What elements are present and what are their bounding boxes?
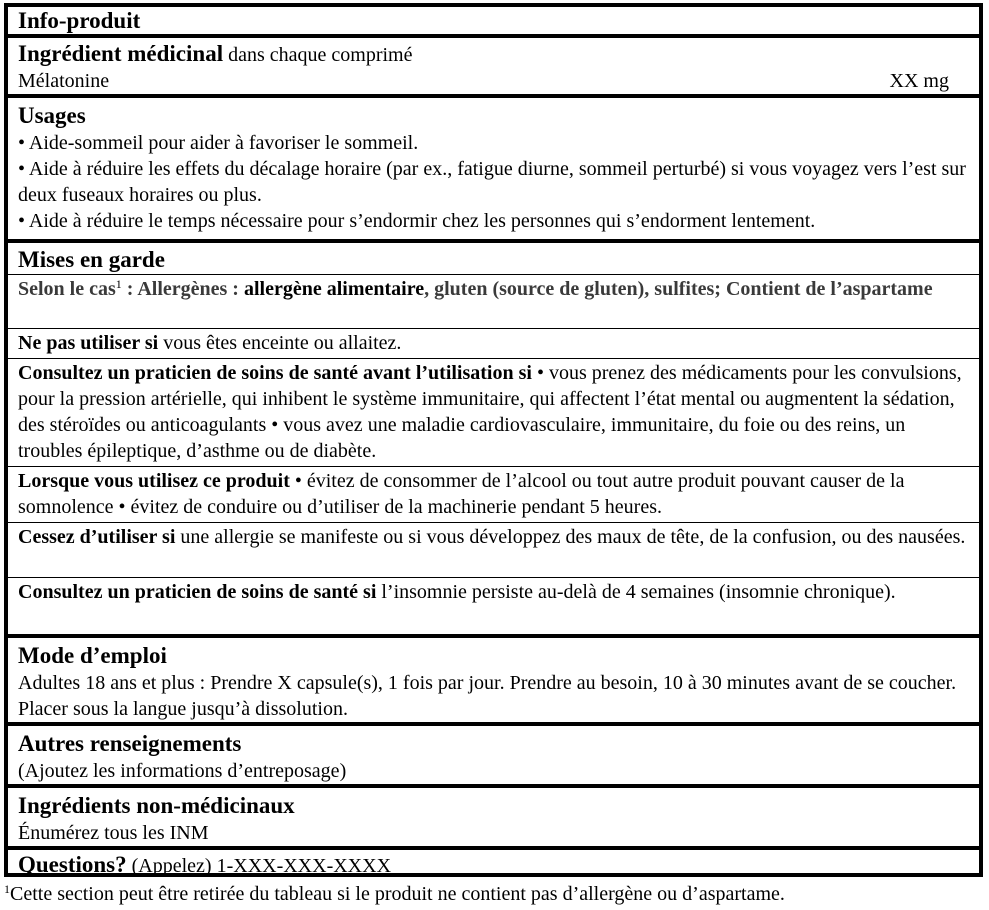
footnote-marker: 1 xyxy=(4,882,10,896)
footnote xyxy=(4,881,785,907)
consultez-avant-text: • vous prenez des médicaments pour les convulsions, pour la pression artérielle, qui inhibent le système immunitaire, qui affectent l’état mental ou augmentent la sédation, des stéroïdes ou anticoagulants • vous avez une maladie cardiovasculaire, immunitaire, du foie ou des reins, un troubles épileptique, d’asthme ou de diabète. xyxy=(18,362,962,462)
autres-heading: Autres renseignements xyxy=(18,731,242,756)
mode-emploi-heading: Mode d’emploi xyxy=(18,643,167,668)
non-medicinaux-heading: Ingrédients non-médicinaux xyxy=(18,793,295,818)
mises-en-garde-heading: Mises en garde xyxy=(18,247,165,272)
ne-pas-bold: Ne pas utiliser si xyxy=(18,332,159,354)
ingredient-section xyxy=(8,38,979,98)
allergen-food: allergène alimentaire xyxy=(243,278,425,300)
ingredient-heading-suffix: dans chaque comprimé xyxy=(223,44,413,66)
lorsque-bold: Lorsque vous utilisez ce produit xyxy=(18,470,290,492)
lorsque-text: • évitez de consommer de l’alcool ou tout autre produit pouvant causer de la somnolence • évitez de conduire ou d’utiliser de la machinerie pendant 5 heures. xyxy=(18,470,905,518)
consultez-si-bold: Consultez un praticien de soins de santé si xyxy=(18,581,377,603)
cessez-bold: Cessez d’utiliser si xyxy=(18,526,176,548)
cessez-row xyxy=(8,523,979,578)
allergen-rest: , gluten (source de gluten), sulfites; Contient de l’aspartame xyxy=(424,278,933,300)
product-facts-table xyxy=(4,3,983,877)
info-produit-title: Info-produit xyxy=(18,8,141,33)
non-medicinaux-section xyxy=(8,788,979,850)
ingredient-heading: Ingrédient médicinal xyxy=(18,41,224,66)
usage-item: • Aide-sommeil pour aider à favoriser le sommeil. xyxy=(18,132,419,154)
questions-bold: Questions? xyxy=(18,852,127,877)
consultez-si-text: l’insomnie persiste au-delà de 4 semaines (insomnie chronique). xyxy=(376,581,896,603)
questions-section xyxy=(8,850,979,877)
allergen-label: : Allergènes : xyxy=(121,278,244,300)
usage-item: • Aide à réduire le temps nécessaire pour s’endormir chez les personnes qui s’endorment lentement. xyxy=(18,210,816,232)
mode-emploi-section xyxy=(8,638,979,726)
ne-pas-utiliser-row xyxy=(8,329,979,359)
questions-text: (Appelez) 1-XXX-XXX-XXXX xyxy=(126,855,392,877)
allergen-prefix: Selon le cas xyxy=(18,278,116,300)
cessez-text: une allergie se manifeste ou si vous développez des maux de tête, de la confusion, ou des nausées. xyxy=(175,526,966,548)
allergen-row xyxy=(8,275,979,329)
consultez-avant-bold: Consultez un praticien de soins de santé avant l’utilisation si xyxy=(18,362,532,384)
usages-section xyxy=(8,98,979,243)
consultez-avant-row xyxy=(8,359,979,467)
allergen-footnote-marker: 1 xyxy=(115,277,122,291)
usages-heading: Usages xyxy=(18,103,86,128)
ingredient-name: Mélatonine xyxy=(18,70,110,92)
autres-section xyxy=(8,726,979,788)
footnote-text: Cette section peut être retirée du tableau si le produit ne contient pas d’allergène ou d’aspartame. xyxy=(10,883,785,905)
non-medicinaux-text: Énumérez tous les INM xyxy=(18,822,209,844)
ne-pas-text: vous êtes enceinte ou allaitez. xyxy=(158,332,402,354)
lorsque-row xyxy=(8,467,979,523)
autres-text: (Ajoutez les informations d’entreposage) xyxy=(18,760,347,782)
info-produit-section xyxy=(8,7,979,38)
ingredient-amount: XX mg xyxy=(889,70,949,92)
consultez-si-row xyxy=(8,578,979,638)
mode-emploi-text: Adultes 18 ans et plus : Prendre X capsule(s), 1 fois par jour. Prendre au besoin, 10 à 30 minutes avant de se coucher. Placer sous la langue jusqu’à dissolution. xyxy=(18,672,957,720)
mises-en-garde-section xyxy=(8,243,979,275)
usage-item: • Aide à réduire les effets du décalage horaire (par ex., fatigue diurne, sommeil perturbé) si vous voyagez vers l’est sur deux fuseaux horaires ou plus. xyxy=(18,158,966,206)
